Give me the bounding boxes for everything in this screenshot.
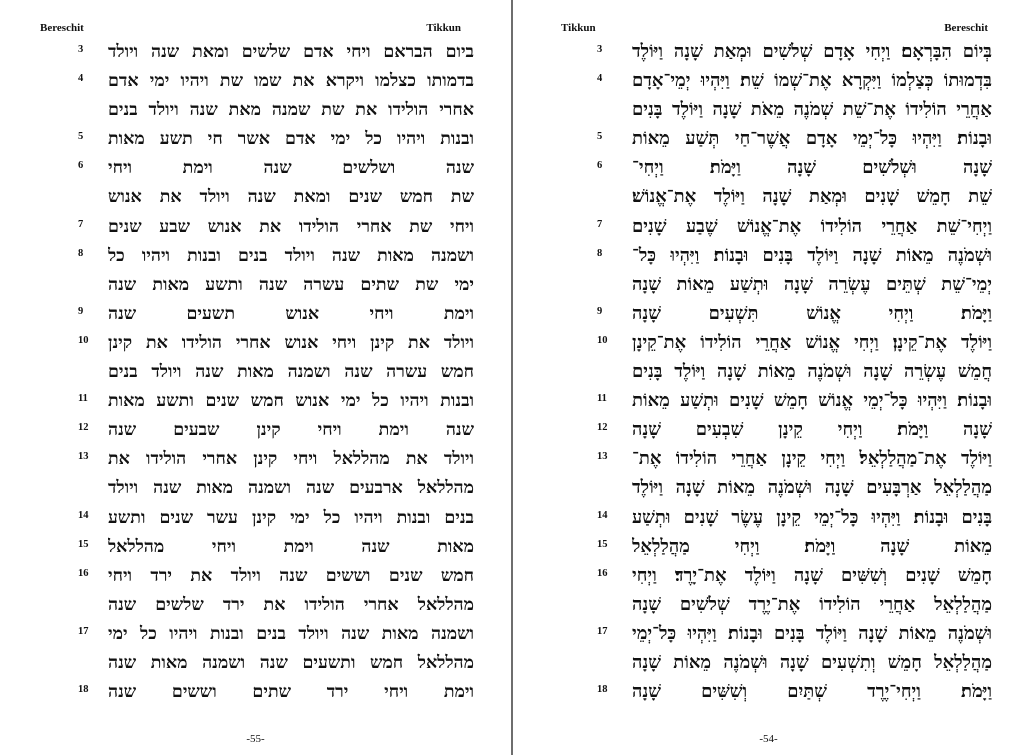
text-line xyxy=(513,329,1024,358)
text-line xyxy=(513,38,1024,67)
verse-number: 9 xyxy=(597,305,603,317)
text-line xyxy=(513,300,1024,329)
line-text: שנה ושלשים שנה וימת ויחי xyxy=(108,158,474,179)
line-text: בָּנִים וּבָנוֹת׃ וַיִּהְיוּ כָּל־יְמֵי קֵינָן עֶשֶׂר שָׁנִים וּתְשַׁע xyxy=(632,506,992,528)
text-line xyxy=(0,416,511,445)
right-page-text-lines xyxy=(513,38,1024,707)
line-text: מהללאל חמש ותשעים שנה ושמנה מאות שנה xyxy=(108,652,474,673)
text-line xyxy=(513,387,1024,416)
line-text: מַהֲלַלְאֵל אַרְבָּעִים שָׁנָה וּשְׁמֹנֶה מֵאוֹת שָׁנָה וַיּוֹלֶד xyxy=(632,477,992,499)
line-text: בְּיוֹם הִבָּרְאָם׃ וַיְחִי אָדָם שְׁלֹשִׁים וּמְאַת שָׁנָה וַיּוֹלֶד xyxy=(632,41,992,62)
verse-number: 15 xyxy=(597,538,608,550)
verse-number: 6 xyxy=(78,160,84,172)
left-page-header-left: Bereschit xyxy=(40,22,84,34)
line-text: שֵׁת חָמֵשׁ שָׁנִים וּמְאַת שָׁנָה וַיּוֹלֶד אֶת־אֱנוֹשׁ׃ xyxy=(632,186,992,208)
verse-number: 5 xyxy=(597,131,603,143)
verse-number: 6 xyxy=(597,160,603,172)
verse-number: 15 xyxy=(78,538,89,550)
text-line xyxy=(513,271,1024,300)
text-line xyxy=(0,445,511,474)
text-line xyxy=(513,649,1024,678)
line-text: מאות שנה וימת ויחי מהללאל xyxy=(108,536,474,557)
line-text: ושמנה מאות שנה ויולד בנים ובנות ויהיו כל xyxy=(108,245,474,266)
verse-number: 16 xyxy=(78,567,89,579)
line-text: בנים ובנות ויהיו כל ימי קינן עשר שנים ותשע xyxy=(108,507,474,528)
verse-number: 18 xyxy=(597,684,608,696)
text-line xyxy=(513,183,1024,212)
text-line xyxy=(0,358,511,387)
line-text: ימי שת שתים עשרה שנה ותשע מאות שנה xyxy=(108,274,474,295)
text-line xyxy=(513,678,1024,707)
left-page-number: -55- xyxy=(246,733,265,745)
line-text: וּבָנוֹת׃ וַיִּהְיוּ כָּל־יְמֵי אָדָם אֲשֶׁר־חַי תְּשַׁע מֵאוֹת xyxy=(632,128,992,150)
text-line xyxy=(0,96,511,125)
text-line xyxy=(513,96,1024,125)
text-line xyxy=(0,213,511,242)
line-text: וַיָּמֹת׃ וַיְחִי־יֶרֶד שְׁתַּיִם וְשִׁשִּׁים שָׁנָה xyxy=(632,681,992,703)
text-line xyxy=(0,125,511,154)
text-line xyxy=(0,533,511,562)
left-page xyxy=(0,0,511,755)
text-line xyxy=(0,183,511,212)
line-text: אַחֲרֵי הוֹלִידוֹ אֶת־שֵׁת שְׁמֹנֶה מֵאֹת שָׁנָה וַיּוֹלֶד בָּנִים xyxy=(632,99,992,121)
line-text: חמש עשרה שנה ושמנה מאות שנה ויולד בנים xyxy=(108,362,474,383)
text-line xyxy=(0,300,511,329)
text-line xyxy=(0,271,511,300)
verse-number: 17 xyxy=(78,625,89,637)
line-text: וימת ויחי ירד שתים וששים שנה xyxy=(108,682,474,703)
verse-number: 7 xyxy=(597,218,603,230)
text-line xyxy=(0,154,511,183)
verse-number: 13 xyxy=(78,451,89,463)
text-line xyxy=(0,678,511,707)
text-line xyxy=(0,67,511,96)
verse-number: 16 xyxy=(597,567,608,579)
verse-number: 11 xyxy=(597,393,607,405)
line-text: וּשְׁמֹנֶה מֵאוֹת שָׁנָה וַיּוֹלֶד בָּנִים וּבָנוֹת׃ וַיִּהְיוּ כָּל־ xyxy=(632,244,992,266)
verse-number: 5 xyxy=(78,131,84,143)
right-page-header-right: Bereschit xyxy=(944,22,988,34)
line-text: בדמותו כצלמו ויקרא את שמו שת ויהיו ימי אדם xyxy=(108,71,474,92)
line-text: שָׁנָה וַיָּמֹת׃ וַיְחִי קֵינָן שִׁבְעִים שָׁנָה xyxy=(632,419,992,441)
line-text: ויחי שת אחרי הולידו את אנוש שבע שנים xyxy=(108,216,474,237)
line-text: מֵאוֹת שָׁנָה וַיָּמֹת׃ וַיְחִי מַהֲלַלְאֵל xyxy=(632,535,992,557)
text-line xyxy=(513,620,1024,649)
line-text: וּבָנוֹת׃ וַיִּהְיוּ כָּל־יְמֵי אֱנוֹשׁ חָמֵשׁ שָׁנִים וּתְשַׁע מֵאוֹת xyxy=(632,390,992,412)
verse-number: 11 xyxy=(78,393,88,405)
text-line xyxy=(513,358,1024,387)
line-text: ויולד את מהללאל ויחי קינן אחרי הולידו את xyxy=(108,449,474,470)
verse-number: 12 xyxy=(597,422,608,434)
line-text: ובנות ויהיו כל ימי אנוש חמש שנים ותשע מאות xyxy=(108,391,474,412)
verse-number: 3 xyxy=(597,44,603,55)
line-text: יְמֵי־שֵׁת שְׁתֵּים עֶשְׂרֵה שָׁנָה וּתְשַׁע מֵאוֹת שָׁנָה xyxy=(632,273,992,295)
line-text: אחרי הולידו את שת שמנה מאת שנה ויולד בנים xyxy=(108,100,474,121)
text-line xyxy=(513,533,1024,562)
text-line xyxy=(0,562,511,591)
text-line xyxy=(513,242,1024,271)
verse-number: 13 xyxy=(597,451,608,463)
line-text: שָׁנָה וּשְׁלֹשִׁים שָׁנָה וַיָּמֹת׃ וַיְחִי־ xyxy=(632,157,992,179)
verse-number: 12 xyxy=(78,422,89,434)
text-line xyxy=(0,242,511,271)
text-line xyxy=(0,474,511,503)
line-text: מַהֲלַלְאֵל חָמֵשׁ וְתִשְׁעִים שָׁנָה וּשְׁמֹנֶה מֵאוֹת שָׁנָה xyxy=(632,651,992,673)
text-line xyxy=(513,591,1024,620)
line-text: וַיּוֹלֶד אֶת־קֵינָן׃ וַיְחִי אֱנוֹשׁ אַחֲרֵי הוֹלִידוֹ אֶת־קֵינָן xyxy=(632,331,992,353)
line-text: מהללאל ארבעים שנה ושמנה מאות שנה ויולד xyxy=(108,478,474,499)
text-line xyxy=(0,649,511,678)
text-line xyxy=(0,329,511,358)
verse-number: 7 xyxy=(78,218,84,230)
line-text: וַיּוֹלֶד אֶת־מַהֲלַלְאֵל׃ וַיְחִי קֵינָן אַחֲרֵי הוֹלִידוֹ אֶת־ xyxy=(632,448,992,470)
verse-number: 10 xyxy=(78,334,89,346)
verse-number: 8 xyxy=(597,247,603,259)
left-page-header-right: Tikkun xyxy=(426,22,461,34)
verse-number: 9 xyxy=(78,305,84,317)
line-text: וַיְחִי־שֵׁת אַחֲרֵי הוֹלִידוֹ אֶת־אֱנוֹשׁ שֶׁבַע שָׁנִים xyxy=(632,215,992,237)
text-line xyxy=(0,387,511,416)
left-page-text-lines xyxy=(0,38,511,707)
text-line xyxy=(513,125,1024,154)
text-line xyxy=(0,504,511,533)
text-line xyxy=(513,474,1024,503)
line-text: שת חמש שנים ומאת שנה ויולד את אנוש xyxy=(108,187,474,208)
line-text: וּשְׁמֹנֶה מֵאוֹת שָׁנָה וַיּוֹלֶד בָּנִים וּבָנוֹת׃ וַיִּהְיוּ כָּל־יְמֵי xyxy=(632,622,992,644)
text-line xyxy=(513,154,1024,183)
text-line xyxy=(513,445,1024,474)
line-text: חָמֵשׁ שָׁנִים וְשִׁשִּׁים שָׁנָה וַיּוֹלֶד אֶת־יָרֶד׃ וַיְחִי xyxy=(632,564,992,586)
text-line xyxy=(513,416,1024,445)
line-text: חֲמֵשׁ עֶשְׂרֵה שָׁנָה וּשְׁמֹנֶה מֵאוֹת שָׁנָה וַיּוֹלֶד בָּנִים xyxy=(632,361,992,383)
line-text: ויולד את קינן ויחי אנוש אחרי הולידו את קינן xyxy=(108,332,474,353)
text-line xyxy=(0,591,511,620)
right-page-number: -54- xyxy=(759,733,778,745)
verse-number: 3 xyxy=(78,44,84,55)
line-text: שנה וימת ויחי קינן שבעים שנה xyxy=(108,420,474,441)
verse-number: 17 xyxy=(597,625,608,637)
text-line xyxy=(513,213,1024,242)
line-text: וימת ויחי אנוש תשעים שנה xyxy=(108,303,474,324)
line-text: ביום הבראם ויחי אדם שלשים ומאת שנה ויולד xyxy=(108,42,474,62)
line-text: חמש שנים וששים שנה ויולד את ירד ויחי xyxy=(108,565,474,586)
line-text: וַיָּמֹת׃ וַיְחִי אֱנוֹשׁ תִּשְׁעִים שָׁנָה xyxy=(632,302,992,324)
text-line xyxy=(0,620,511,649)
line-text: ושמנה מאות שנה ויולד בנים ובנות ויהיו כל ימי xyxy=(108,623,474,644)
verse-number: 18 xyxy=(78,684,89,696)
right-page xyxy=(513,0,1024,755)
verse-number: 4 xyxy=(78,73,84,85)
line-text: מהללאל אחרי הולידו את ירד שלשים שנה xyxy=(108,594,474,615)
line-text: מַהֲלַלְאֵל אַחֲרֵי הוֹלִידוֹ אֶת־יֶרֶד שְׁלֹשִׁים שָׁנָה xyxy=(632,593,992,615)
verse-number: 8 xyxy=(78,247,84,259)
text-line xyxy=(0,38,511,67)
verse-number: 14 xyxy=(597,509,608,521)
verse-number: 4 xyxy=(597,73,603,85)
line-text: בִּדְמוּתוֹ כְּצַלְמוֹ וַיִּקְרָא אֶת־שְׁמוֹ שֵׁת׃ וַיִּהְיוּ יְמֵי־אָדָם xyxy=(632,70,992,92)
line-text: ובנות ויהיו כל ימי אדם אשר חי תשע מאות xyxy=(108,129,474,150)
text-line xyxy=(513,67,1024,96)
right-page-header-left: Tikkun xyxy=(561,22,596,34)
text-line xyxy=(513,504,1024,533)
verse-number: 14 xyxy=(78,509,89,521)
verse-number: 10 xyxy=(597,334,608,346)
text-line xyxy=(513,562,1024,591)
